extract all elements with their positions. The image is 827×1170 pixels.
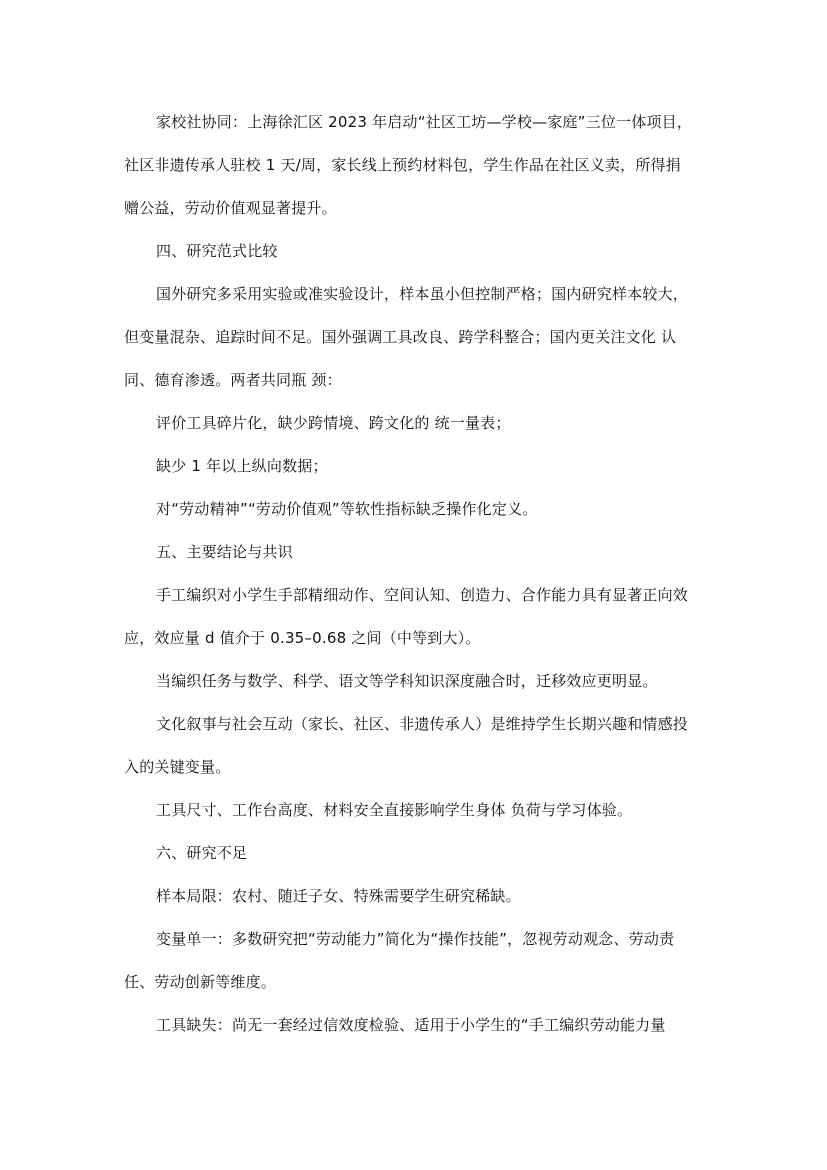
list-item: 文化叙事与社会互动（家长、社区、非遗传承人）是维持学生长期兴趣和情感投 <box>156 715 689 733</box>
paragraph-line: 社区非遗传承人驻校 1 天/周，家长线上预约材料包，学生作品在社区义卖，所得捐 <box>124 156 681 174</box>
paragraph-line: 赠公益，劳动价值观显著提升。 <box>124 199 337 217</box>
paragraph-line: 任、劳动创新等维度。 <box>124 973 277 991</box>
paragraph-line: 但变量混杂、追踪时间不足。国外强调工具改良、跨学科整合；国内更关注文化 认 <box>124 328 677 346</box>
section-heading: 六、研究不足 <box>156 844 248 862</box>
list-item: 当编织任务与数学、科学、语文等学科知识深度融合时，迁移效应更明显。 <box>156 672 658 690</box>
list-item: 样本局限：农村、随迁子女、特殊需要学生研究稀缺。 <box>156 887 521 905</box>
list-item: 对“劳动精神”“劳动价值观”等软性指标缺乏操作化定义。 <box>156 500 538 518</box>
list-item: 工具尺寸、工作台高度、材料安全直接影响学生身体 负荷与学习体验。 <box>156 801 633 819</box>
section-heading: 五、主要结论与共识 <box>156 543 293 561</box>
list-item: 缺少 1 年以上纵向数据； <box>156 457 328 475</box>
paragraph-line: 国外研究多采用实验或准实验设计，样本虽小但控制严格；国内研究样本较大， <box>156 285 689 303</box>
paragraph-line: 手工编织对小学生手部精细动作、空间认知、创造力、合作能力具有显著正向效 <box>156 586 689 604</box>
list-item: 评价工具碎片化，缺少跨情境、跨文化的 统一量表； <box>156 414 511 432</box>
section-heading: 四、研究范式比较 <box>156 242 278 260</box>
paragraph-line: 同、德育渗透。两者共同瓶 颈： <box>124 371 342 389</box>
paragraph-line: 应，效应量 d 值介于 0.35–0.68 之间（中等到大）。 <box>124 629 481 647</box>
list-item: 变量单一：多数研究把“劳动能力”简化为“操作技能”，忽视劳动观念、劳动责 <box>156 930 675 948</box>
paragraph-line: 家校社协同：上海徐汇区 2023 年启动“社区工坊—学校—家庭”三位一体项目， <box>156 113 693 131</box>
list-item: 工具缺失：尚无一套经过信效度检验、适用于小学生的“手工编织劳动能力量 <box>156 1016 666 1034</box>
paragraph-line: 入的关键变量。 <box>124 758 231 776</box>
